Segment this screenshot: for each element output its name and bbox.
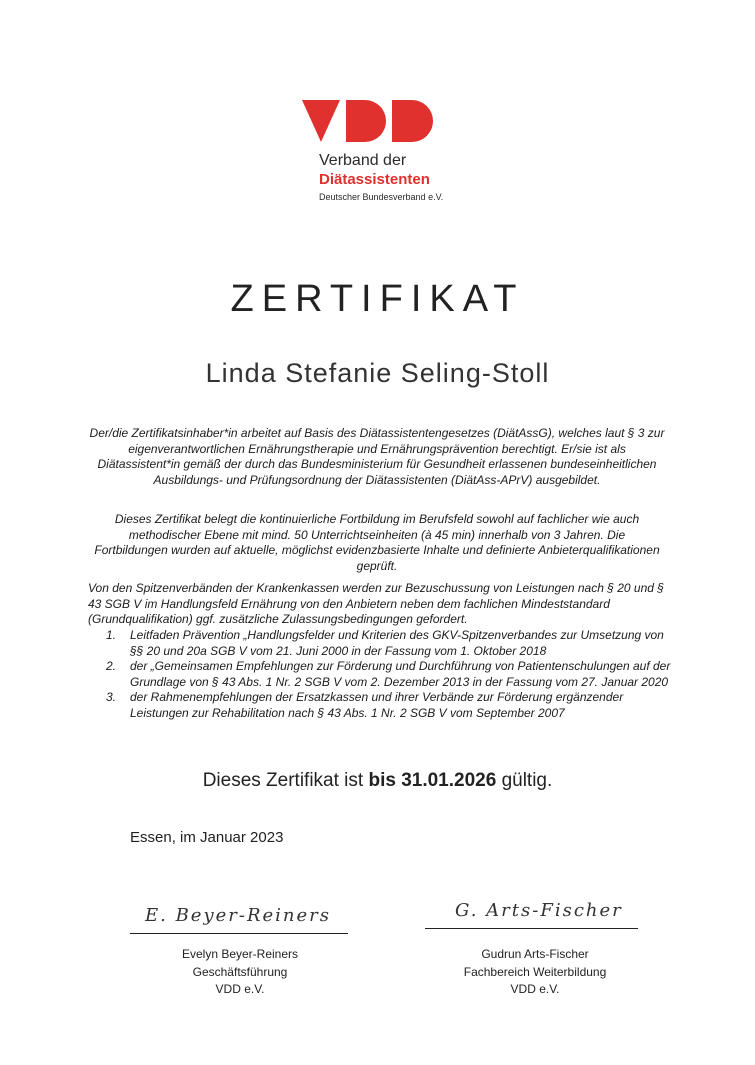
signature-line-left xyxy=(130,933,348,934)
signer-right-org: VDD e.V. xyxy=(510,982,560,996)
signer-left-role: Geschäftsführung xyxy=(192,964,288,979)
org-name-line3: Deutscher Bundesverband e.V. xyxy=(319,192,444,202)
logo-d1-shape xyxy=(346,100,386,142)
signature-left-handwriting: E. Beyer-Reiners xyxy=(145,905,332,926)
recipient-name: Linda Stefanie Seling-Stoll xyxy=(205,358,550,388)
validity-statement xyxy=(0,770,755,792)
signer-left-name: Evelyn Beyer-Reiners xyxy=(181,947,299,961)
certificate-title: ZERTIFIKAT xyxy=(230,278,525,320)
validity-prefix: Dieses Zertifikat ist xyxy=(202,770,369,791)
list-item xyxy=(106,690,671,721)
list-item xyxy=(106,628,671,659)
signature-right-caption xyxy=(430,946,640,999)
place-date: Essen, im Januar 2023 xyxy=(130,829,284,846)
requirements-list xyxy=(106,628,671,721)
vdd-logo xyxy=(302,100,436,142)
signer-right-role: Fachbereich Weiterbildung xyxy=(463,964,607,979)
list-item-text: Leitfaden Prävention „Handlungsfelder und Kriterien des GKV-Spitzenverbandes zur Umsetzung von §§ 20 und 20a SGB V vom 21. Juni 2000 in der Fassung vom 1. Oktober 2018 xyxy=(130,628,664,658)
logo-v-shape xyxy=(302,100,340,142)
list-item-number: 2. xyxy=(106,659,117,673)
validity-suffix: gültig. xyxy=(496,770,553,791)
list-item-number: 3. xyxy=(106,690,117,704)
paragraph-training: Dieses Zertifikat belegt die kontinuierliche Fortbildung im Berufsfeld sowohl auf fachlicher wie auch methodischer Ebene mit mind. 50 Unterrichtseinheiten (à 45 min) innerhalb von 3 Jahren. Die Fortbildungen wurden auf aktuelle, möglichst evidenzbasierte Inhalte und definierte Anbieterqualifikationen geprüft. xyxy=(94,512,660,573)
paragraph-qualification: Der/die Zertifikatsinhaber*in arbeitet auf Basis des Diätassistentengesetzes (DiätAssG), welches laut § 3 zur eigenverantwortlichen Ernährungstherapie und Ernährungsprävention berechtigt. Er/sie ist als Diätassistent*in gemäß der durch das Bundesministerium für Gesundheit erlassenen bundeseinheitlichen Ausbildungs- und Prüfungsordnung der Diätassistenten (DiätAss-APrV) ausgebildet. xyxy=(89,426,665,487)
org-name-line2: Diätassistenten xyxy=(319,171,430,188)
logo-d2-shape xyxy=(392,100,433,142)
org-name-line1: Verband der xyxy=(319,152,407,169)
signature-right-handwriting: G. Arts-Fischer xyxy=(455,900,623,921)
list-item xyxy=(106,659,671,690)
list-item-text: der „Gemeinsamen Empfehlungen zur Förderung und Durchführung von Patientenschulungen auf der Grundlage von § 43 Abs. 1 Nr. 2 SGB V vom 2. Dezember 2013 in der Fassung vom 27. Januar 2020 xyxy=(130,659,671,689)
signer-left-org: VDD e.V. xyxy=(215,982,265,996)
signer-right-name: Gudrun Arts-Fischer xyxy=(481,947,589,961)
list-item-text: der Rahmenempfehlungen der Ersatzkassen und ihrer Verbände zur Förderung ergänzender Leistungen zur Rehabilitation nach § 43 Abs. 1 Nr. 2 SGB V vom September 2007 xyxy=(130,690,624,720)
signature-line-right xyxy=(425,928,638,929)
paragraph-requirements: Von den Spitzenverbänden der Krankenkassen werden zur Bezuschussung von Leistungen nach § 20 und § 43 SGB V im Handlungsfeld Ernährung von den Anbietern neben dem fachlichen Mindeststandard (Grundqualifikation) ggf. zusätzliche Zulassungsbedingungen gefordert. xyxy=(88,581,664,626)
validity-date: bis 31.01.2026 xyxy=(368,770,497,791)
list-item-number: 1. xyxy=(106,628,117,642)
signature-left-caption xyxy=(140,946,340,999)
